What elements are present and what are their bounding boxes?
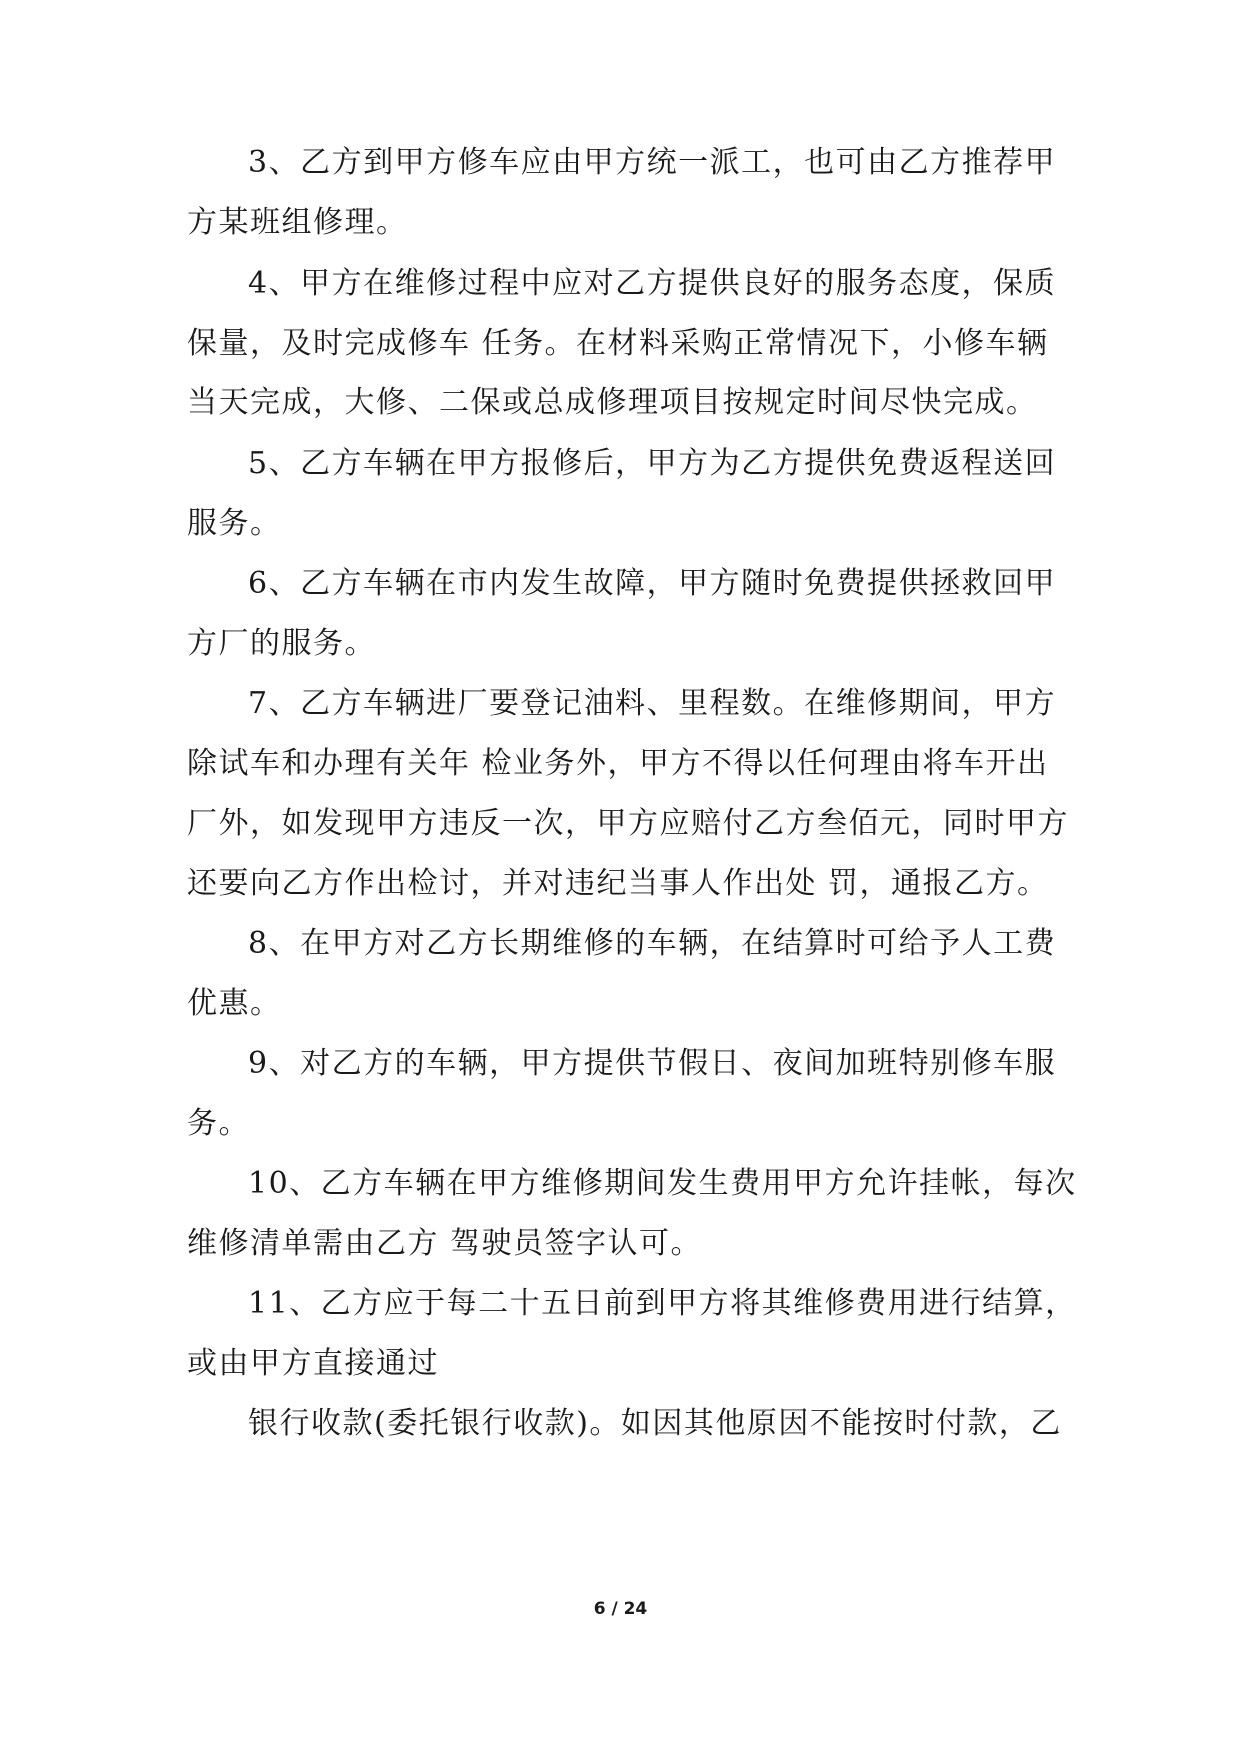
page-number: 6 / 24: [593, 1599, 648, 1619]
clause-3-line-2: 方某班组修理。: [187, 205, 408, 240]
clause-9-line-1: 9、对乙方的车辆，甲方提供节假日、夜间加班特别修车服: [248, 1046, 1057, 1081]
clause-8-line-2: 优惠。: [187, 986, 282, 1021]
clause-4-line-1: 4、甲方在维修过程中应对乙方提供良好的服务态度，保质: [248, 266, 1057, 301]
clause-7-line-2: 除试车和办理有关年 检业务外，甲方不得以任何理由将车开出: [187, 746, 1049, 781]
clause-6-line-2: 方厂的服务。: [187, 626, 376, 661]
clause-7-line-1: 7、乙方车辆进厂要登记油料、里程数。在维修期间，甲方: [248, 686, 1057, 721]
clause-3-line-1: 3、乙方到甲方修车应由甲方统一派工，也可由乙方推荐甲: [248, 145, 1057, 180]
clause-10-line-1: 10、乙方车辆在甲方维修期间发生费用甲方允许挂帐，每次: [248, 1166, 1077, 1201]
clause-6-line-1: 6、乙方车辆在市内发生故障，甲方随时免费提供拯救回甲: [248, 566, 1057, 601]
clause-4-line-2: 保量，及时完成修车 任务。在材料采购正常情况下，小修车辆: [187, 326, 1049, 361]
clause-5-line-2: 服务。: [187, 506, 282, 541]
clause-10-line-2: 维修清单需由乙方 驾驶员签字认可。: [187, 1226, 703, 1261]
clause-11-line-1: 11、乙方应于每二十五日前到甲方将其维修费用进行结算，: [248, 1286, 1077, 1321]
clause-11-line-2: 或由甲方直接通过: [187, 1346, 439, 1381]
clause-8-line-1: 8、在甲方对乙方长期维修的车辆，在结算时可给予人工费: [248, 926, 1057, 961]
clause-7-line-4: 还要向乙方作出检讨，并对违纪当事人作出处 罚，通报乙方。: [187, 866, 1049, 901]
clause-11-line-3: 银行收款(委托银行收款)。如因其他原因不能按时付款，乙: [248, 1406, 1062, 1441]
clause-9-line-2: 务。: [187, 1106, 250, 1141]
clause-4-line-3: 当天完成，大修、二保或总成修理项目按规定时间尽快完成。: [187, 385, 1038, 420]
clause-5-line-1: 5、乙方车辆在甲方报修后，甲方为乙方提供免费返程送回: [248, 446, 1057, 481]
clause-7-line-3: 厂外，如发现甲方违反一次，甲方应赔付乙方叁佰元，同时甲方: [187, 806, 1069, 841]
